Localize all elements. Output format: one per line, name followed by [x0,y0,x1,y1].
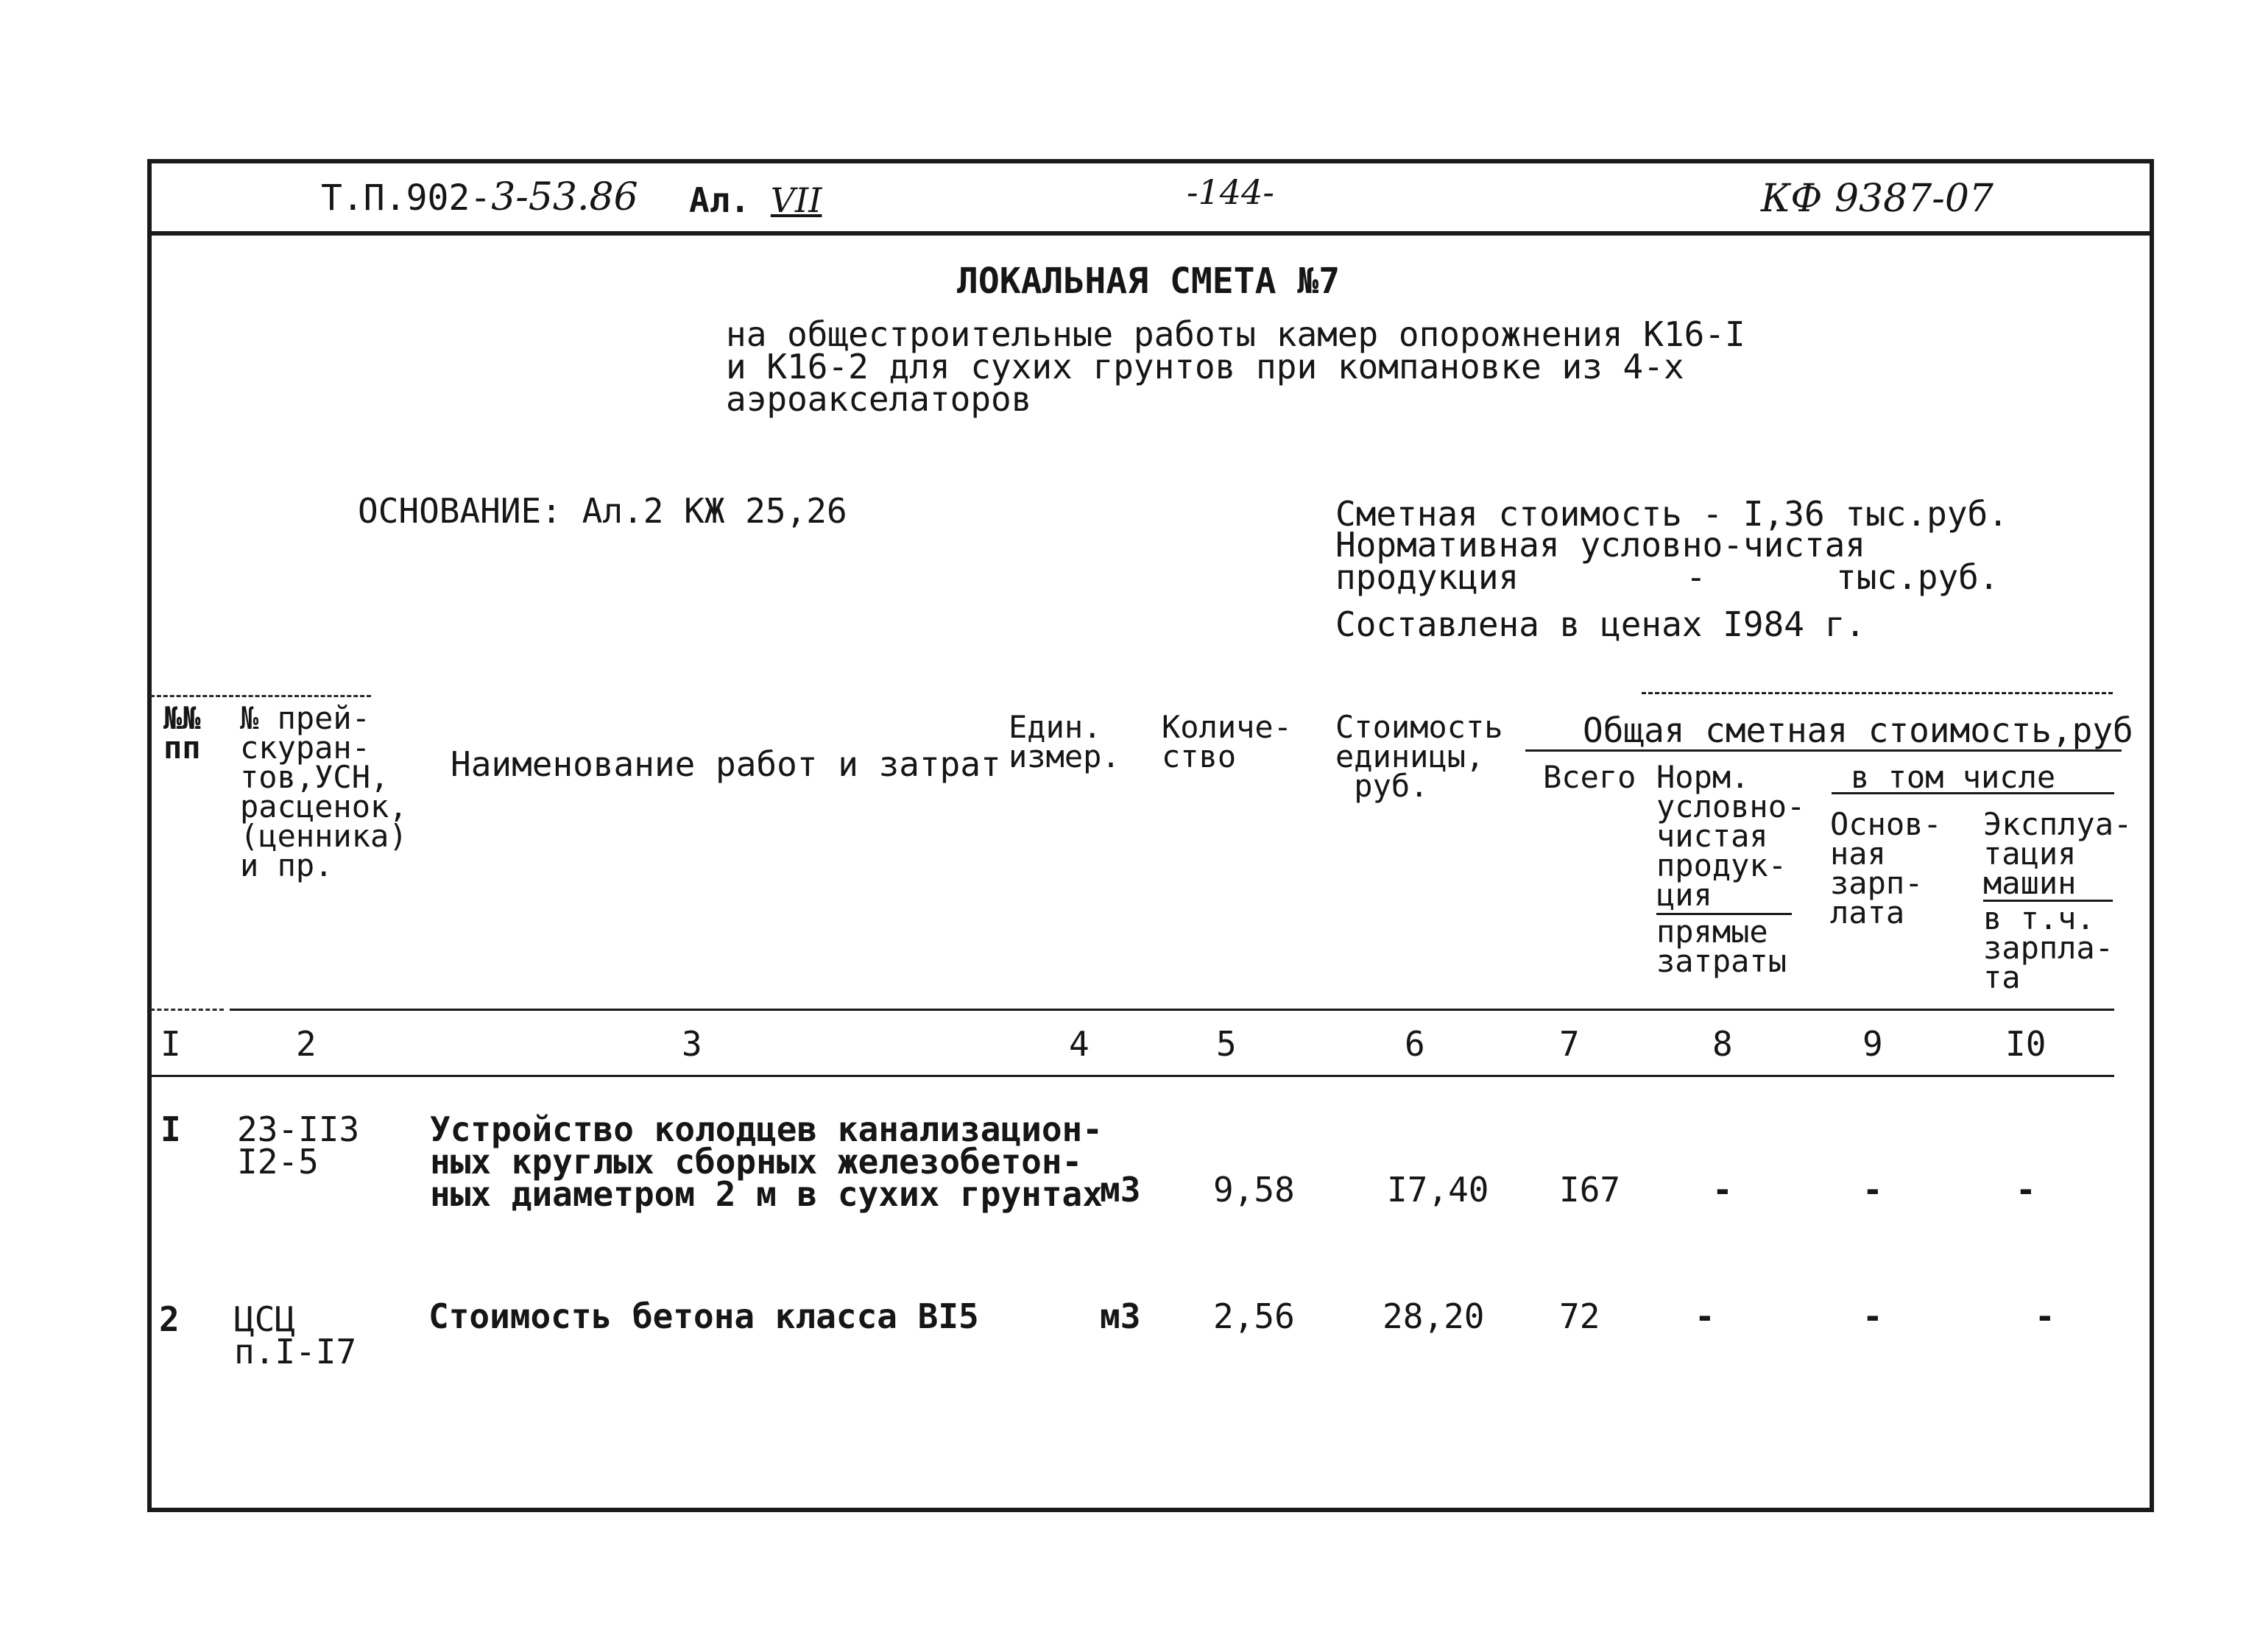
col-header-work-name: Наименование работ и затрат [451,744,1001,784]
row-total: I67 [1559,1170,1621,1210]
normative-output-line1: Нормативная условно-чистая [1335,525,1866,565]
row-base-salary: - [1862,1296,1883,1336]
price-basis: Составлена в ценах I984 г. [1335,604,1866,644]
row-work-name: Устройство колодцев канализацион- ных круглых сборных железобетон- ных диаметром 2 м в сухих грунтах [430,1109,1103,1214]
col-numbers-rule [150,1075,2114,1077]
basis-reference: ОСНОВАНИЕ: Ал.2 КЖ 25,26 [358,491,847,531]
estimate-title: ЛОКАЛЬНАЯ СМЕТА №7 [957,261,1341,302]
col-header-machine-salary: в т.ч. зарпла- та [1983,900,2114,995]
row-total: 72 [1559,1296,1600,1336]
col-header-norm-output: Норм. условно- чистая продук- ция [1656,759,1806,913]
row-norm-output: - [1712,1170,1733,1210]
row-norm-output: - [1695,1296,1715,1336]
col-header-unit: Един. измер. [1009,709,1120,774]
col-number-4: 4 [1069,1024,1090,1064]
estimate-subtitle-line1: на общестроительные работы камер опорожнения К16-I [726,314,1745,354]
row-machine-operation: - [2016,1170,2036,1210]
group-header-underline [1525,749,2122,752]
col-header-direct-costs: прямые затраты [1656,914,1787,979]
col-number-7: 7 [1559,1024,1580,1064]
col-number-5: 5 [1216,1024,1237,1064]
col-number-6: 6 [1405,1024,1425,1064]
col-number-3: 3 [682,1024,702,1064]
col-number-2: 2 [296,1024,317,1064]
col-number-8: 8 [1712,1024,1733,1064]
col-header-base-salary: Основ- ная зарп- лата [1830,806,1942,931]
estimated-cost: Сметная стоимость - I,36 тыс.руб. [1335,494,2008,534]
normative-output-unit: тыс.руб. [1836,557,1999,597]
table-top-rule-left [150,695,371,697]
estimate-subtitle-line3: аэроакселаторов [726,379,1032,419]
album-number: VII [770,180,822,220]
row-unit-cost: I7,40 [1387,1170,1489,1210]
col-number-9: 9 [1862,1024,1883,1064]
row-number: 2 [159,1299,180,1339]
col-header-machine-operation: Эксплуа- тация машин [1983,806,2133,901]
row-machine-operation: - [2035,1296,2055,1336]
doc-number [321,175,638,219]
album-label: Ал. [689,180,751,220]
col-header-total: Всего [1543,759,1636,795]
col-header-row-number: №№ пп [163,700,201,766]
table-top-rule-right [1642,692,2113,694]
row-unit: м3 [1100,1296,1141,1336]
row-number: I [160,1109,181,1149]
normative-output-line2: продукция [1335,557,1519,597]
album-ref [689,180,822,220]
doc-number-handwritten: 3-53.86 [491,175,638,219]
row-price-code: ЦСЦ п.I-I7 [234,1299,357,1372]
col-header-quantity: Количе- ство [1162,709,1293,774]
col-header-price-list: № прей- скуран- тов,УСН, расценок, (ценника) и пр. [240,700,408,883]
row-base-salary: - [1862,1170,1883,1210]
col-header-including: в том числе [1851,759,2056,795]
header-bottom-rule [230,1009,2114,1011]
col-header-unit-cost: Стоимость единицы, руб. [1335,709,1503,804]
row-quantity: 2,56 [1213,1296,1295,1336]
archive-code: КФ 9387-07 [1761,177,1994,221]
col-group-header-total-cost: Общая сметная стоимость,руб [1583,710,2133,750]
row-unit: м3 [1100,1170,1141,1210]
row-quantity: 9,58 [1213,1170,1295,1210]
col-number-1: I [160,1024,181,1064]
doc-number-prefix: Т.П.902- [321,177,492,219]
col-number-10: I0 [2005,1024,2047,1064]
page-number: -144- [1187,172,1274,212]
including-underline [1832,792,2114,794]
row-price-code: 23-II3 I2-5 [237,1109,360,1182]
row-unit-cost: 28,20 [1383,1296,1485,1336]
normative-output-dash: - [1686,557,1706,597]
header-divider [147,231,2154,236]
header-bottom-rule-left [150,1009,224,1011]
estimate-subtitle-line2: и К16-2 для сухих грунтов при компановке из 4-х [726,347,1684,386]
row-work-name: Стоимость бетона класса BI5 [428,1296,979,1336]
